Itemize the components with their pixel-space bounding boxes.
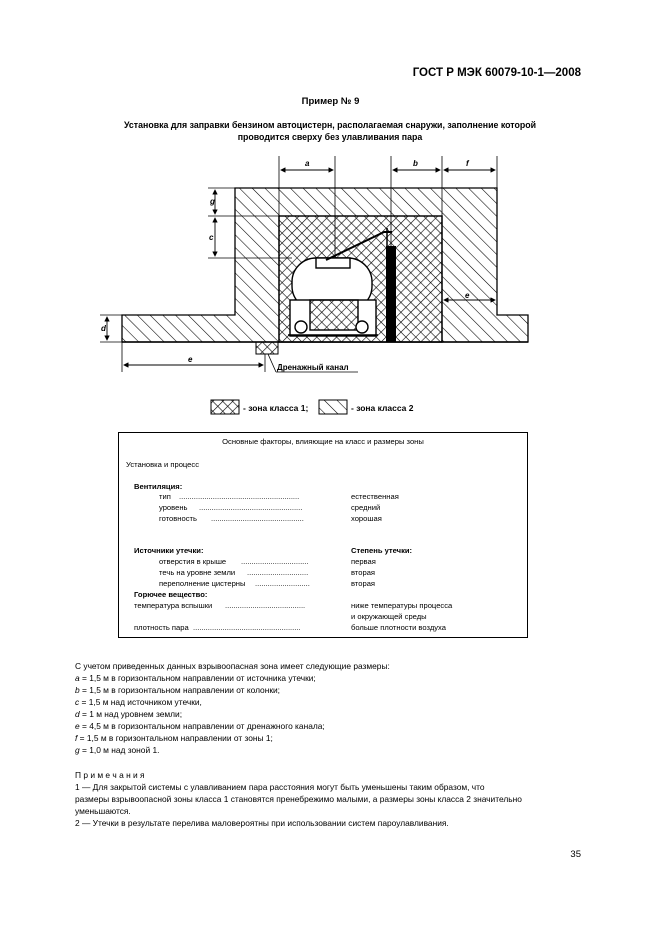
flash-point-value-1: ниже температуры процесса (351, 601, 453, 610)
note-1-line-3: уменьшаются. (75, 806, 131, 816)
drain-channel (256, 342, 278, 354)
figure-caption (60, 119, 600, 143)
vent-level-label: уровень (159, 503, 188, 512)
vent-type-label: тип (159, 492, 171, 501)
dim-line-b: b = 1,5 м в горизонтальном направлении от колонки; (75, 685, 280, 695)
note-1-line-1: 1 — Для закрытой системы с улавливанием пара расстояния могут быть уменьшены таким образом, что (75, 782, 485, 792)
dim-label-g: g (210, 197, 215, 206)
caption-line-2: проводится сверху без улавливания пара (237, 132, 423, 142)
dim-line-a: a = 1,5 м в горизонтальном направлении от источника утечки; (75, 673, 316, 683)
caption-line-1: Установка для заправки бензином автоцистерн, располагаемая снаружи, заполнение которой (124, 120, 536, 130)
zone-diagram (0, 150, 661, 430)
vent-type-value: естественная (351, 492, 399, 501)
vent-availability-label: готовность (159, 514, 197, 523)
dim-line-f: f = 1,5 м в горизонтальном направлении от зоны 1; (75, 733, 273, 743)
body-intro: С учетом приведенных данных взрывоопасная зона имеет следующие размеры: (75, 661, 390, 671)
source-ground-label: течь на уровне земли (159, 568, 236, 577)
dim-label-d: d (101, 324, 106, 333)
flash-point-label: температура вспышки (134, 601, 213, 610)
note-1-line-2: размеры взрывоопасной зоны класса 1 становятся пренебрежимо малыми, а размеры зоны класса 2 значительно (75, 794, 522, 804)
dim-label-b: b (413, 159, 418, 168)
legend-zone2-label: - зона класса 2 (351, 403, 414, 413)
source-roof-label: отверстия в крыше (159, 557, 227, 566)
drain-label: Дренажный канал (277, 363, 349, 372)
dispenser-column (386, 246, 396, 342)
vent-level-value: средний (351, 503, 381, 512)
dim-label-e-right: e (465, 291, 470, 300)
sources-heading: Источники утечки: (134, 546, 204, 555)
installation-label: Установка и процесс (126, 460, 199, 469)
standard-header: ГОСТ Р МЭК 60079-10-1—2008 (412, 67, 581, 79)
vapour-density-label: плотность пара (134, 623, 189, 632)
dim-line-g: g = 1,0 м над зоной 1. (75, 745, 160, 755)
tanker-truck (288, 258, 378, 336)
notes-heading: П р и м е ч а н и я (75, 770, 145, 780)
source-roof-value: первая (351, 557, 376, 566)
ventilation-heading: Вентиляция: (134, 482, 183, 491)
vent-availability-value: хорошая (351, 514, 382, 523)
dim-label-a: a (305, 159, 310, 168)
release-grade-heading: Степень утечки: (351, 546, 413, 555)
dim-line-d: d = 1 м над уровнем земли; (75, 709, 183, 719)
page-number: 35 (570, 849, 581, 860)
dim-label-c: c (209, 233, 214, 242)
note-2: 2 — Утечки в результате перелива маловероятны при использовании систем пароулавливания. (75, 818, 449, 828)
dim-label-f: f (466, 159, 469, 168)
vapour-density-value: больше плотности воздуха (351, 623, 446, 632)
dim-label-e-bottom: e (188, 355, 193, 364)
source-overfill-value: вторая (351, 579, 376, 588)
flash-point-value-2: и окружающей среды (351, 612, 427, 621)
flammable-heading: Горючее вещество: (134, 590, 208, 599)
legend-zone1-label: - зона класса 1; (243, 403, 309, 413)
factors-title: Основные факторы, влияющие на класс и размеры зоны (222, 437, 424, 446)
example-title: Пример № 9 (301, 96, 360, 107)
legend-zone1-swatch (211, 400, 239, 414)
legend-zone2-swatch (319, 400, 347, 414)
dim-line-e: e = 4,5 м в горизонтальном направлении от дренажного канала; (75, 721, 325, 731)
source-overfill-label: переполнение цистерны (159, 579, 246, 588)
dim-line-c: c = 1,5 м над источником утечки, (75, 697, 202, 707)
source-ground-value: вторая (351, 568, 376, 577)
factors-box: Основные факторы, влияющие на класс и размеры зоны Установка и процесс Вентиляция: тип ......................................................... естественная уровень ................................................. средний готовность ............................................ хорошая Источники утечки: Степень утечки: отверстия в крыше ................................ первая течь на уровне земли ............................. вторая переполнение цистерны .......................... вторая Горючее вещество: температура вспышки ...................................... ниже температуры процесса и окружающей среды плотность пара ................................................... больше плотности воздуха (118, 432, 528, 638)
